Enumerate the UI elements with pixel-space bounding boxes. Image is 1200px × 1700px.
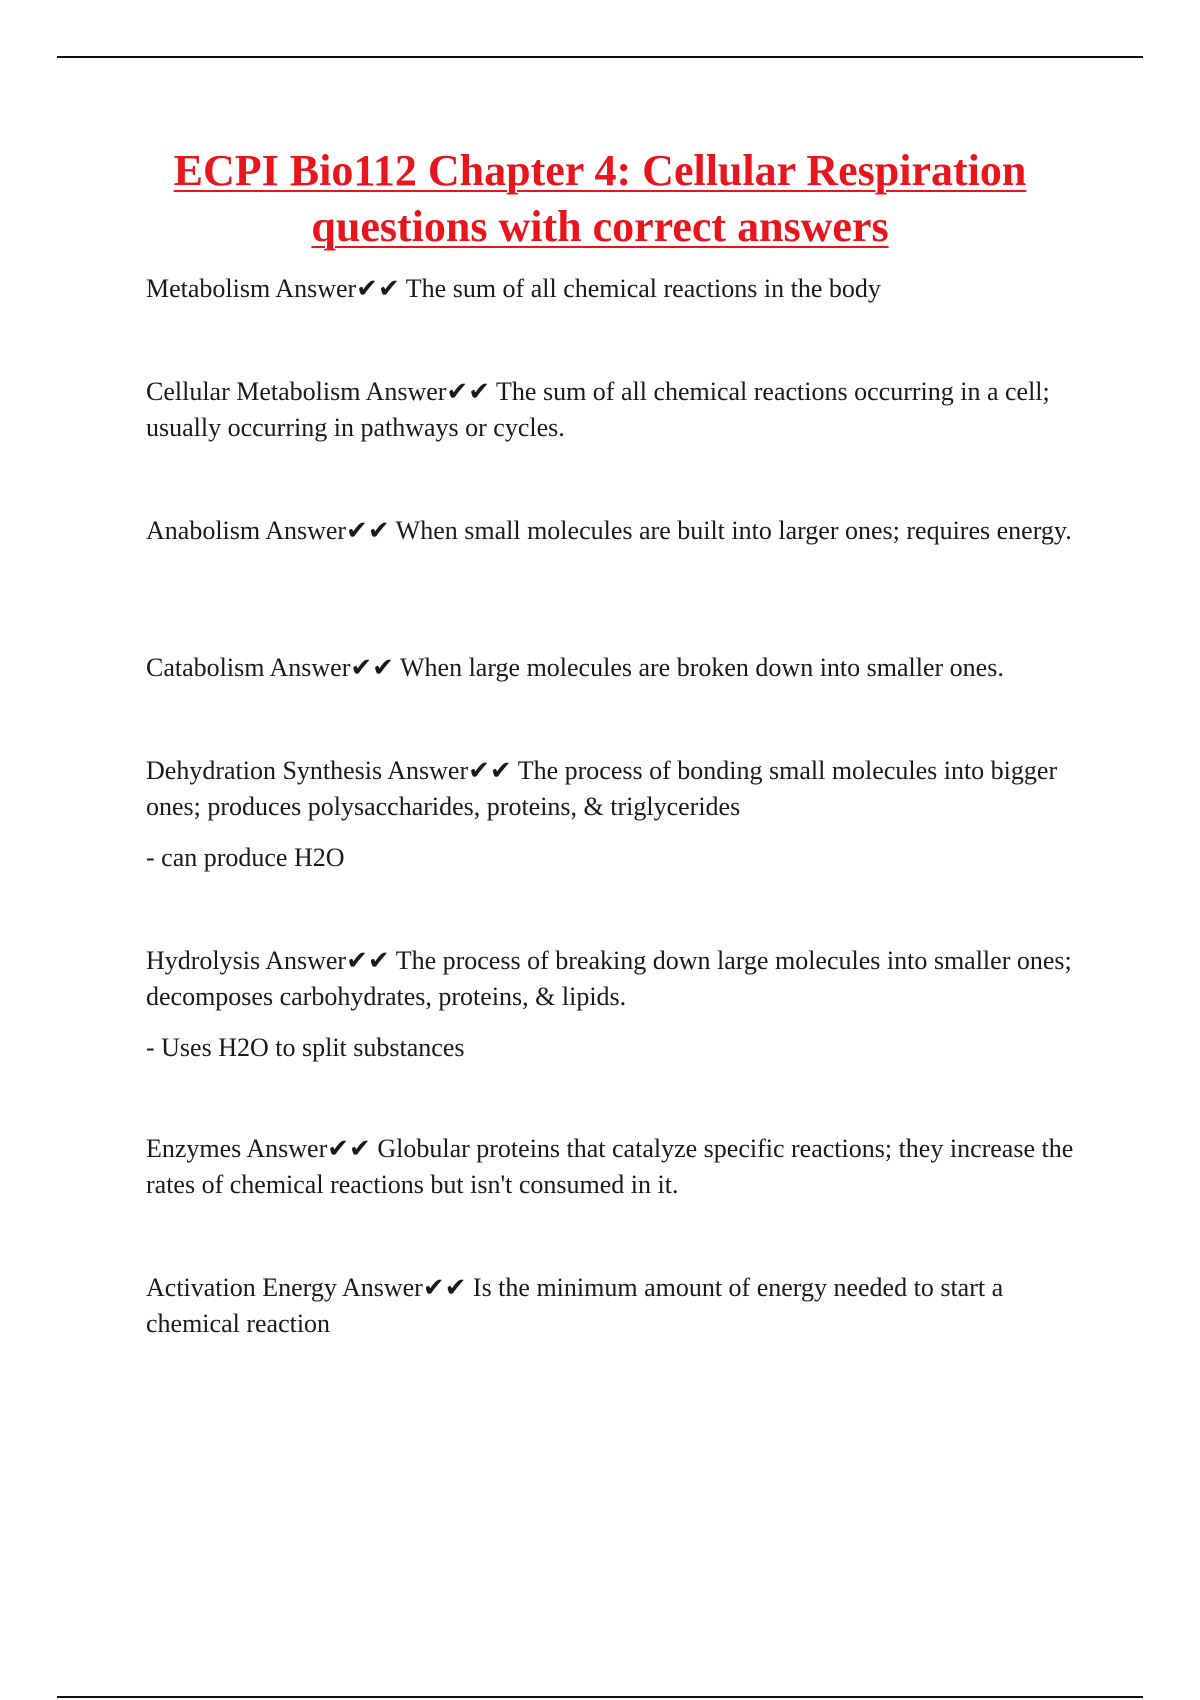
definition: The process of breaking down large molecules into smaller ones; decomposes carbohydrates, proteins, & lipids. xyxy=(146,946,1072,1011)
bottom-rule xyxy=(57,1696,1143,1698)
term: Cellular Metabolism xyxy=(146,377,361,406)
qa-item-cellular-metabolism xyxy=(146,374,1096,446)
definition: The sum of all chemical reactions occurring in a cell; usually occurring in pathways or cycles. xyxy=(146,377,1050,442)
qa-item-dehydration-synthesis xyxy=(146,753,1096,825)
term: Dehydration Synthesis xyxy=(146,756,383,785)
qa-item-enzymes xyxy=(146,1131,1096,1203)
term: Activation Energy xyxy=(146,1273,337,1302)
definition: Globular proteins that catalyze specific reactions; they increase the rates of chemical reactions but isn't consumed in it. xyxy=(146,1134,1074,1199)
answer-marker: Answer✔✔ xyxy=(265,946,390,975)
definition: The sum of all chemical reactions in the body xyxy=(405,274,881,303)
answer-marker: Answer✔✔ xyxy=(265,516,390,545)
answer-marker: Answer✔✔ xyxy=(387,756,512,785)
term: Anabolism xyxy=(146,516,261,545)
qa-item-metabolism xyxy=(146,271,1096,307)
qa-item-activation-energy xyxy=(146,1270,1096,1342)
term: Enzymes xyxy=(146,1134,242,1163)
definition: The process of bonding small molecules into bigger ones; produces polysaccharides, proteins, & triglycerides xyxy=(146,756,1058,821)
answer-marker: Answer✔✔ xyxy=(246,1134,371,1163)
definition: Is the minimum amount of energy needed to start a chemical reaction xyxy=(146,1273,1004,1338)
qa-item-catabolism xyxy=(146,650,1096,686)
term: Catabolism xyxy=(146,653,265,682)
definition: When small molecules are built into larger ones; requires energy. xyxy=(395,516,1072,545)
term: Metabolism xyxy=(146,274,271,303)
definition: When large molecules are broken down into smaller ones. xyxy=(400,653,1004,682)
qa-item-hydrolysis xyxy=(146,943,1096,1015)
term: Hydrolysis xyxy=(146,946,261,975)
answer-marker: Answer✔✔ xyxy=(341,1273,467,1302)
qa-item-anabolism xyxy=(146,513,1096,549)
answer-marker: Answer✔✔ xyxy=(269,653,394,682)
top-rule xyxy=(57,56,1143,58)
qa-note-dehydration-synthesis: - can produce H2O xyxy=(146,843,345,872)
qa-note-hydrolysis: - Uses H2O to split substances xyxy=(146,1033,465,1062)
answer-marker: Answer✔✔ xyxy=(365,377,490,406)
answer-marker: Answer✔✔ xyxy=(275,274,400,303)
document-title: ECPI Bio112 Chapter 4: Cellular Respiration questions with correct answers xyxy=(173,146,1027,251)
